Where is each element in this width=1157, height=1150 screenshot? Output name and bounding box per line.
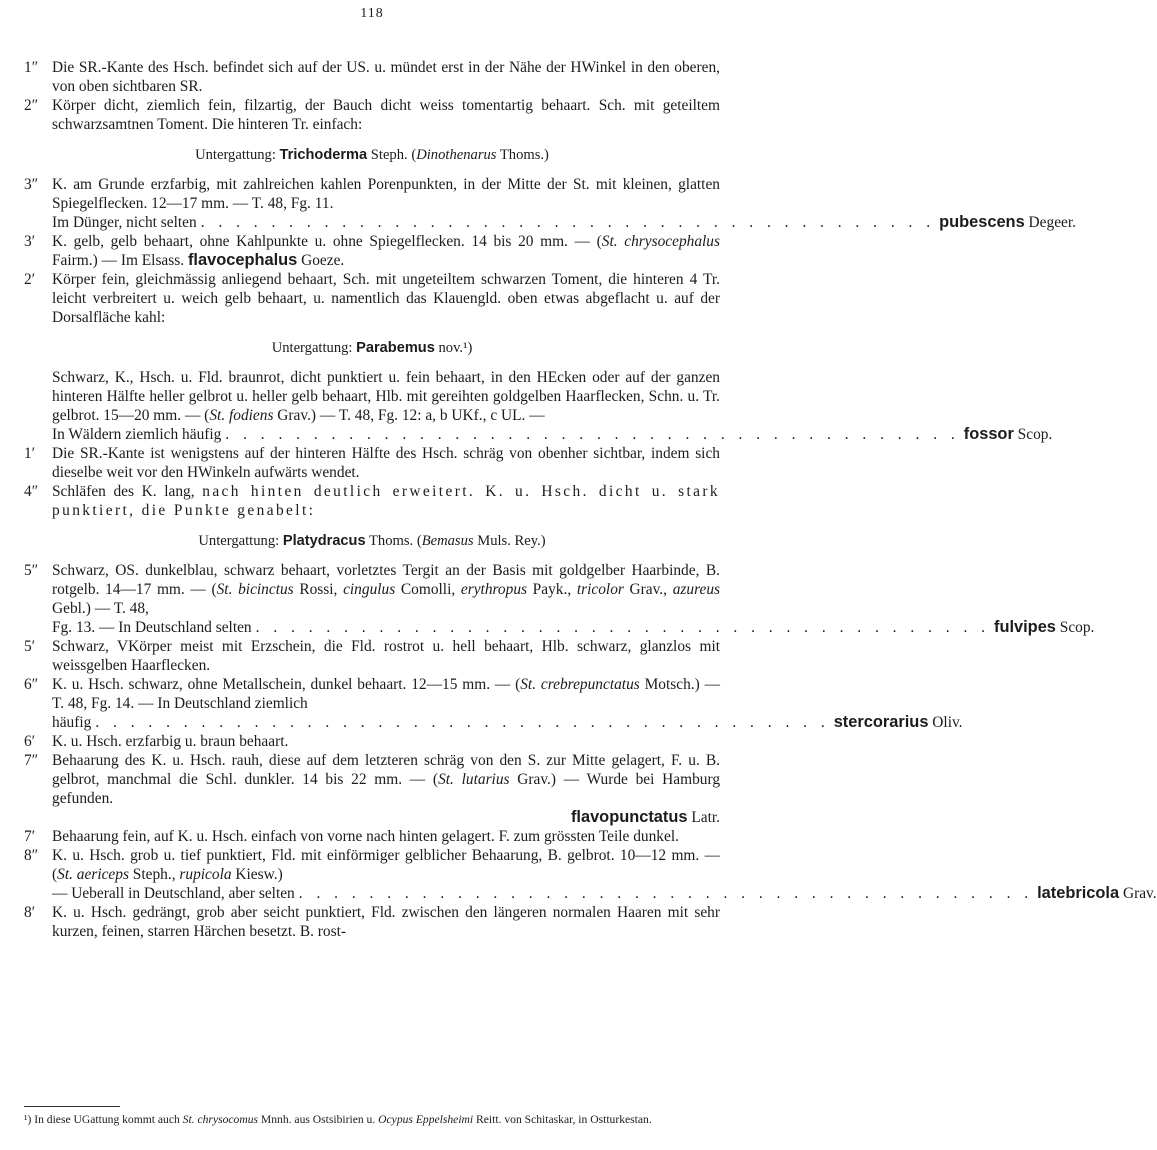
entry-text	[52, 444, 720, 482]
text-run: Comolli,	[395, 581, 461, 598]
emphasized-text: nach hinten deutlich erweitert. K. u. Hsch. dicht u. stark punktiert, die Punkte genabelt:	[52, 483, 720, 519]
taxon-synonym: tricolor	[576, 581, 624, 598]
couplet-number: 7″	[24, 752, 39, 769]
species-author: Latr.	[687, 809, 720, 826]
species-author: Scop.	[1055, 619, 1095, 636]
text-run: Körper fein, gleichmässig anliegend behaart, Sch. mit ungeteiltem schwarzen Toment, die hinteren 4 Tr. leicht verbreitert u. weich gelb behaart, u. namentlich das Klauengld. oben etwas abgeflacht u. auf der Dorsalfläche kahl:	[52, 271, 720, 326]
entry-text	[52, 827, 720, 846]
dot-leader: . . . . . . . . . . . . . . . . . . . . . . . . . . . . . . . . . . . . . . . . . .	[298, 885, 1034, 902]
key-entry	[24, 903, 720, 941]
species-line	[52, 884, 1157, 903]
entry-text	[52, 846, 720, 884]
dot-leader: . . . . . . . . . . . . . . . . . . . . . . . . . . . . . . . . . . . . . . . . . .	[225, 426, 960, 443]
key-entry	[24, 675, 963, 732]
key-entry	[24, 751, 720, 827]
species-citation	[1037, 884, 1156, 903]
text-run: Rossi,	[293, 581, 344, 598]
couplet-number: 8″	[24, 847, 39, 864]
species-note: Fg. 13. — In Deutschland selten	[52, 619, 252, 636]
species-name: pubescens	[939, 213, 1025, 231]
couplet-number: 7′	[24, 828, 36, 845]
species-author: Degeer.	[1024, 214, 1076, 231]
couplet-number: 1″	[24, 59, 39, 76]
couplet-number: 6″	[24, 676, 39, 693]
couplet-number: 3″	[24, 176, 39, 193]
species-note: Im Dünger, nicht selten	[52, 214, 197, 231]
text-run: Grav.) — T. 48, Fg. 12: a, b UKf., c UL. —	[273, 407, 545, 424]
text-run: Grav.) — Wurde bei Hamburg gefunden.	[52, 771, 721, 807]
text-run: Untergattung:	[198, 533, 283, 549]
subgenus-header	[24, 146, 720, 165]
key-entry	[24, 846, 1157, 903]
entry-text	[52, 232, 720, 270]
text-run: ¹) In diese UGattung kommt auch	[24, 1113, 183, 1126]
taxon-synonym: Dinothenarus	[416, 147, 497, 163]
text-run: Motsch.) — T. 48, Fg. 14. — In Deutschland ziemlich	[52, 676, 720, 712]
key-entry	[24, 175, 1076, 232]
text-run: K. am Grunde erzfarbig, mit zahlreichen kahlen Porenpunkten, in der Mitte der St. mit kleinen, glatten Spiegelflecken. 12—17 mm. — T. 48, Fg. 11.	[52, 176, 720, 212]
species-author: Oliv.	[928, 714, 963, 731]
key-entry	[24, 368, 1053, 444]
species-citation	[964, 425, 1053, 444]
text-run: Schläfen des K. lang,	[52, 483, 203, 500]
dot-leader: . . . . . . . . . . . . . . . . . . . . . . . . . . . . . . . . . . . . . . . . . .	[95, 714, 830, 731]
text-run: Schwarz, K., Hsch. u. Fld. braunrot, dicht punktiert u. fein behaart, in den HEcken oder auf der ganzen hinteren Hälfte heller gelbrot u. heller gelb behaart, Hlb. mit gereihten goldgelben Haarflecken, Schn. u. Tr. gelbrot. 15—20 mm. — (	[52, 369, 720, 424]
text-run: Mnnh. aus Ostsibirien u.	[258, 1113, 379, 1126]
entry-text	[52, 270, 720, 327]
couplet-number: 8′	[24, 904, 36, 921]
text-run: Steph. (	[367, 147, 417, 163]
key-entry	[24, 482, 720, 520]
species-name: latebricola	[1037, 884, 1120, 902]
entry-text	[52, 903, 720, 941]
species-line	[52, 213, 1076, 232]
species-citation	[834, 713, 963, 732]
text-run: Die SR.-Kante ist wenigstens auf der hinteren Hälfte des Hsch. schräg von obenher sichtbar, indem sich dieselbe weit vor den HWinkeln aufwärts wendet.	[52, 445, 720, 481]
text-run: Behaarung des K. u. Hsch. rauh, diese auf dem letzteren schräg von den S. zur Mitte gelagert, F. u. B. gelbrot, manchmal die Schl. dunkler. 14 bis 22 mm. — (	[52, 752, 720, 788]
subgenus-name: Parabemus	[356, 340, 435, 356]
species-name: flavopunctatus	[570, 808, 688, 826]
taxon-synonym: erythropus	[460, 581, 528, 598]
text-run: Untergattung:	[271, 340, 357, 356]
entry-text	[52, 482, 720, 520]
page-number: 118	[360, 6, 384, 21]
species-note: In Wäldern ziemlich häufig	[52, 426, 222, 443]
taxon-synonym: St. crebrepunctatus	[520, 676, 640, 693]
text-run: nov.¹)	[434, 340, 473, 356]
text-run: Goeze.	[297, 252, 345, 269]
subgenus-header	[24, 339, 720, 358]
entry-text	[52, 561, 720, 618]
text-run: K. u. Hsch. erzfarbig u. braun behaart.	[52, 733, 289, 750]
text-run: Thoms. (	[365, 533, 422, 549]
footnote-rule	[24, 1106, 120, 1107]
dot-leader: . . . . . . . . . . . . . . . . . . . . . . . . . . . . . . . . . . . . . . . . . .	[200, 214, 936, 231]
text-run: K. gelb, gelb behaart, ohne Kahlpunkte u. ohne Spiegelflecken. 14 bis 20 mm. — (	[52, 233, 602, 250]
couplet-number: 5′	[24, 638, 36, 655]
text-run: Schwarz, OS. dunkelblau, schwarz behaart, vorletztes Tergit an der Basis mit goldgelber Haarbinde, B. rotgelb. 14—17 mm. — (	[52, 562, 720, 598]
entry-text	[52, 96, 720, 134]
species-line	[52, 618, 1095, 637]
taxon-synonym: Ocypus Eppelsheimi	[378, 1113, 474, 1126]
taxon-synonym: azureus	[672, 581, 721, 598]
text-run: Schwarz, VKörper meist mit Erzschein, die Fld. rostrot u. hell behaart, Hlb. schwarz, glanzlos mit weissgelben Haarflecken.	[52, 638, 720, 674]
key-entry	[24, 561, 1095, 637]
key-entry	[24, 827, 720, 846]
dot-leader: . . . . . . . . . . . . . . . . . . . . . . . . . . . . . . . . . . . . . . . . . .	[255, 619, 990, 636]
text-run: Payk.,	[527, 581, 577, 598]
taxon-synonym: Bemasus	[421, 533, 474, 549]
text-run: Thoms.)	[496, 147, 549, 163]
couplet-number: 1′	[24, 445, 36, 462]
subgenus-name: Trichoderma	[279, 147, 368, 163]
entry-text	[52, 751, 720, 808]
key-entry	[24, 58, 720, 96]
entry-text	[52, 675, 720, 713]
couplet-number: 3′	[24, 233, 36, 250]
taxon-synonym: St. chrysocephalus	[601, 233, 720, 250]
text-run: Untergattung:	[195, 147, 280, 163]
species-note: — Ueberall in Deutschland, aber selten	[52, 885, 295, 902]
taxon-synonym: St. lutarius	[438, 771, 510, 788]
species-line	[52, 713, 963, 732]
key-entry	[24, 444, 720, 482]
species-name: fossor	[963, 425, 1014, 443]
species-note: häufig	[52, 714, 92, 731]
taxon-synonym: St. chrysocomus	[182, 1113, 259, 1126]
couplet-number: 2′	[24, 271, 36, 288]
species-line	[52, 425, 1053, 444]
text-run: Gebl.) — T. 48,	[52, 600, 149, 617]
footnote	[24, 1112, 720, 1127]
text-run: Körper dicht, ziemlich fein, filzartig, der Bauch dicht weiss tomentartig behaart. Sch. mit geteiltem schwarzsamtnen Toment. Die hinteren Tr. einfach:	[52, 97, 720, 133]
text-run: Grav.,	[623, 581, 673, 598]
couplet-number: 6′	[24, 733, 36, 750]
text-run: Fairm.) — Im Elsass.	[52, 252, 188, 269]
couplet-number: 4″	[24, 483, 39, 500]
text-run: Reitt. von Schitaskar, in Ostturkestan.	[473, 1113, 652, 1126]
key-entry	[24, 732, 720, 751]
key-entry	[24, 270, 720, 327]
entry-text	[52, 732, 720, 751]
entry-text	[52, 58, 720, 96]
species-citation	[939, 213, 1076, 232]
text-run: Steph.,	[128, 866, 180, 883]
text-run: Muls. Rey.)	[473, 533, 546, 549]
entry-text	[52, 637, 720, 675]
species-author: Scop.	[1013, 426, 1053, 443]
species-name: fulvipes	[993, 618, 1056, 636]
species-name: flavocephalus	[187, 251, 298, 269]
key-entry	[24, 637, 720, 675]
text-run: K. u. Hsch. grob u. tief punktiert, Fld. mit einförmiger gelblicher Behaarung, B. gelbrot. 10—12 mm. — (	[52, 847, 720, 883]
text-run: Behaarung fein, auf K. u. Hsch. einfach von vorne nach hinten gelagert. F. zum grössten Teile dunkel.	[52, 828, 679, 845]
taxon-synonym: St. bicinctus	[216, 581, 294, 598]
taxon-synonym: St. aericeps	[57, 866, 129, 883]
entry-text	[52, 175, 720, 213]
text-run: Die SR.-Kante des Hsch. befindet sich auf der US. u. mündet erst in der Nähe der HWinkel in den oberen, von oben sichtbaren SR.	[52, 59, 720, 95]
key-text	[24, 58, 1157, 941]
key-entry	[24, 96, 720, 134]
entry-text	[52, 368, 720, 425]
subgenus-name: Platydracus	[282, 533, 366, 549]
taxon-synonym: St. fodiens	[209, 407, 274, 424]
text-run: Kiesw.)	[231, 866, 283, 883]
taxon-synonym: rupicola	[179, 866, 232, 883]
species-name: stercorarius	[833, 713, 929, 731]
species-citation	[994, 618, 1094, 637]
subgenus-header	[24, 532, 720, 551]
key-entry	[24, 232, 720, 270]
couplet-number: 2″	[24, 97, 39, 114]
species-citation	[52, 808, 720, 827]
taxon-synonym: cingulus	[343, 581, 396, 598]
text-run: K. u. Hsch. gedrängt, grob aber seicht punktiert, Fld. zwischen den längeren normalen Haaren mit sehr kurzen, feinen, starren Härchen besetzt. B. rost-	[52, 904, 720, 940]
text-run: K. u. Hsch. schwarz, ohne Metallschein, dunkel behaart. 12—15 mm. — (	[52, 676, 521, 693]
couplet-number: 5″	[24, 562, 39, 579]
species-author: Grav.	[1119, 885, 1157, 902]
